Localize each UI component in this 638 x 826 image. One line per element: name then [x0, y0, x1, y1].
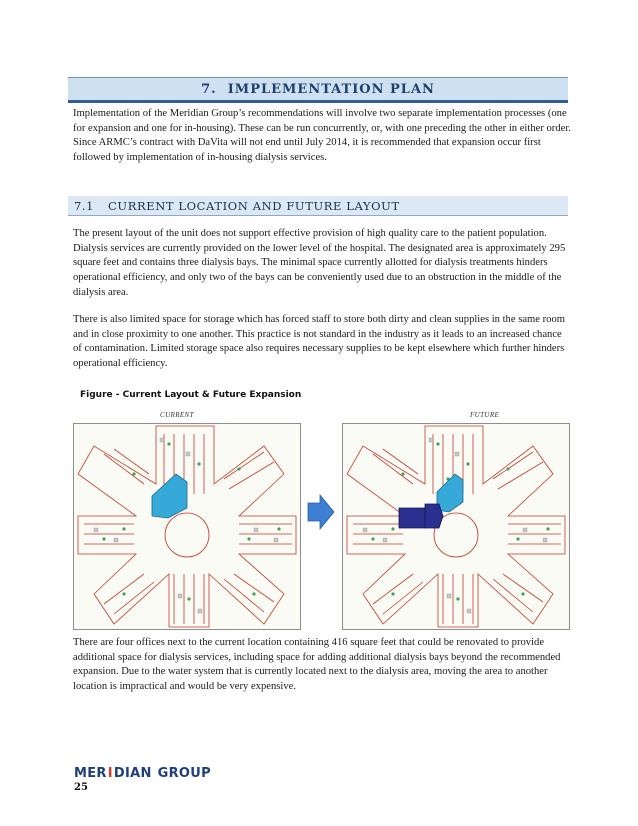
future-existing-area: [437, 474, 463, 512]
page-number: 25: [74, 782, 88, 793]
paragraph-offices: There are four offices next to the current location containing 416 square feet that could be renovated to provide additional space for dialysis services, including space for adding additional dialysis bays beyond the recommended expansion. Due to the water system that is currently located next to the dialysis area, moving the area to another location is impractical and would be very expensive.: [73, 637, 561, 693]
future-label: FUTURE: [470, 411, 500, 419]
intro-paragraph: Implementation of the Meridian Group’s recommendations will involve two separate implementation processes (one for expansion and one for in-housing). These can be run concurrently, or, with one preceding the other in either order. Since ARMC’s contract with DaVita will not end until July 2014, it is recommended that expansion occur first followed by implementation of in-housing dialysis services.: [73, 108, 571, 164]
future-expansion-area-1: [399, 508, 425, 528]
section-title: IMPLEMENTATION PLAN: [227, 81, 435, 97]
subsection-title: CURRENT LOCATION AND FUTURE LAYOUT: [108, 198, 400, 213]
section-number: 7.: [201, 81, 217, 97]
right-arrow-icon: [307, 493, 335, 531]
subsection-heading: [68, 196, 568, 216]
future-floor-plan-drawing: [343, 424, 569, 629]
current-floor-plan-drawing: [74, 424, 300, 629]
paragraph-storage: There is also limited space for storage which has forced staff to store both dirty and clean supplies in the same room and in close proximity to one another. This practice is not standard in the industry as it leads to an increased chance of contamination. Limited storage space also requires necessary supplies to be kept elsewhere which further hinders operational efficiency.: [73, 314, 565, 370]
figure-caption: Figure - Current Layout & Future Expansion: [80, 390, 302, 400]
meridian-group-logo: MER I DIAN GROUP: [74, 766, 211, 781]
current-label: CURRENT: [160, 411, 194, 419]
section-heading: [68, 77, 568, 103]
current-floor-plan: [73, 423, 301, 630]
future-expansion-area-2: [425, 504, 443, 528]
future-floor-plan: [342, 423, 570, 630]
paragraph-current-layout: The present layout of the unit does not support effective provision of high quality care to the patient population. Dialysis services are currently provided on the lower level of the hospital. The designated area is approximately 295 square feet and contains three dialysis bays. The minimal space currently allotted for dialysis treatments hinders operational efficiency, and only two of the bays can be conveniently used due to an obstruction in the middle of the dialysis area.: [73, 228, 566, 298]
subsection-number: 7.1: [74, 198, 95, 213]
current-dialysis-area: [152, 474, 187, 518]
